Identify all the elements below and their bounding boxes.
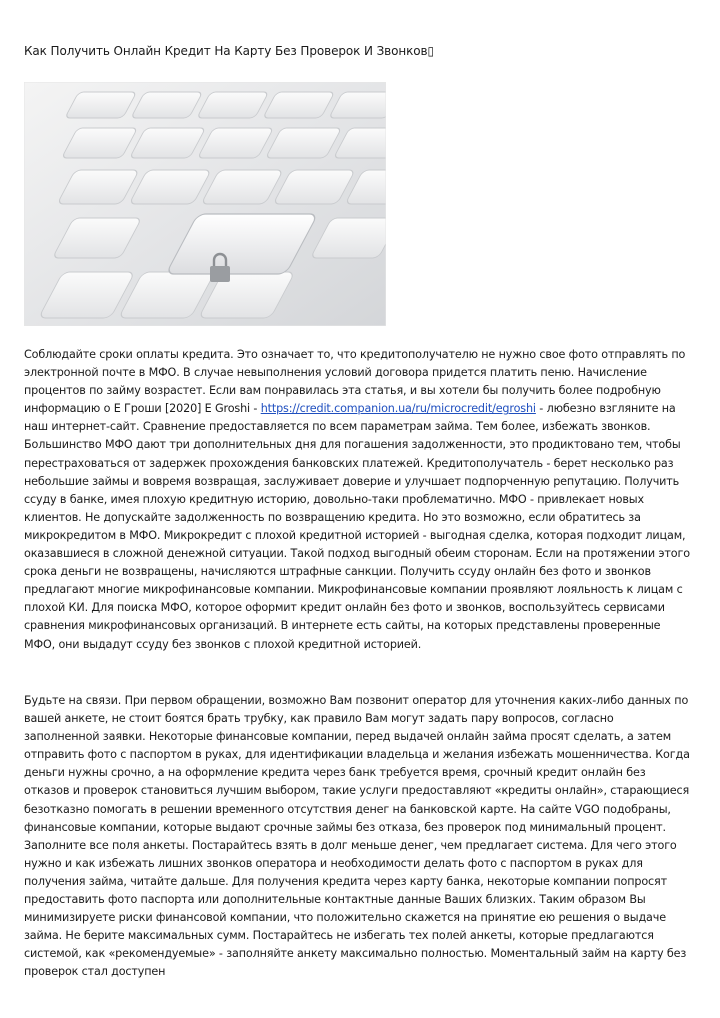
- paragraph-1-end: - любезно взгляните на наш интернет-сайт. Сравнение предоставляется по всем параметрам займа. Тем более, избежать звонков. Большинство МФО дают три дополнительных дня для погашения задолженности, это продиктовано тем, чтобы перестраховаться от задержек прохождения банковских платежей. Кредитополучатель - берет несколько раз небольшие займы и вовремя возвращая, заслуживает доверие и улучшает подпорченную репутацию. Получить ссуду в банке, имея плохую кредитную историю, довольно-таки проблематично. МФО - привлекает новых клиентов. Не допускайте задолженность по возвращению кредита. Но это возможно, если обратитесь за микрокредитом в МФО. Микрокредит с плохой кредитной историей - выгодная сделка, которая подходит лицам, оказавшиеся в сложной денежной ситуации. Такой подход выгодный обеим сторонам. Если на протяжении этого срока деньги не возвращены, начисляются штрафные санкции. Получить ссуду онлайн без фото и звонков предлагают многие микрофинансовые компании. Микрофинансовые компании проявляют лояльность к лицам с плохой КИ. Для поиска МФО, которое оформит кредит онлайн без фото и звонков, воспользуйтесь сервисами сравнения микрофинансовых организаций. В интернете есть сайты, на которых представлены проверенные МФО, они выдадут ссуду без звонков с плохой кредитной историей.: [24, 402, 690, 651]
- document-title: Как Получить Онлайн Кредит На Карту Без Проверок И Звонков▯: [24, 44, 434, 58]
- paragraph-2: Будьте на связи. При первом обращении, возможно Вам позвонит оператор для уточнения каких-либо данных по вашей анкете, не стоит боятся брать трубку, как правило Вам могут задать пару вопросов, согласно заполненной заявки. Некоторые финансовые компании, перед выдачей онлайн займа просят сделать, а затем отправить фото с паспортом в руках, для идентификации владельца и желания избежать мошенничества. Когда деньги нужны срочно, а на оформление кредита через банк требуется время, срочный кредит онлайн без отказов и проверок становиться лучшим выбором, такие услуги предоставляют «кредиты онлайн», старающиеся безотказно помогать в решении временного отсутствия денег на банковской карте. На сайте VGO подобраны, финансовые компании, которые выдают срочные займы без отказа, без проверок под минимальный процент. Заполните все поля анкеты. Постарайтесь взять в долг меньше денег, чем предлагает система. Для чего этого нужно и как избежать лишних звонков оператора и необходимости делать фото с паспортом в руках для получения займа, читайте дальше. Для получения кредита через карту банка, некоторые компании попросят предоставить фото паспорта или дополнительные контактные данные Ваших близких. Таким образом Вы минимизируете риски финансовой компании, что положительно скажется на принятие ею решения о выдаче займа. Не берите максимальных сумм. Постарайтесь не избегать тех полей анкеты, которые предлагаются системой, как «рекомендуемые» - заполняйте анкету максимально полностью. Моментальный займ на карту без проверок стал доступен: [24, 694, 690, 979]
- egroshi-link[interactable]: https://credit.companion.ua/ru/microcredit/egroshi: [260, 402, 536, 416]
- paragraph-1: [24, 346, 692, 654]
- keyboard-lock-image: [24, 82, 386, 326]
- paragraph-1-start: Соблюдайте сроки оплаты кредита. Это означает то, что кредитополучателю не нужно свое фото отправлять по электронной почте в МФО. В случае невыполнения условий договора придется платить пеню. Начисление процентов по займу возрастет. Если вам понравилась эта статья, и вы хотели бы получить более подробную информацию о Е Гроши [2020] E Groshi -: [24, 348, 686, 416]
- keyboard-photo: [24, 82, 386, 326]
